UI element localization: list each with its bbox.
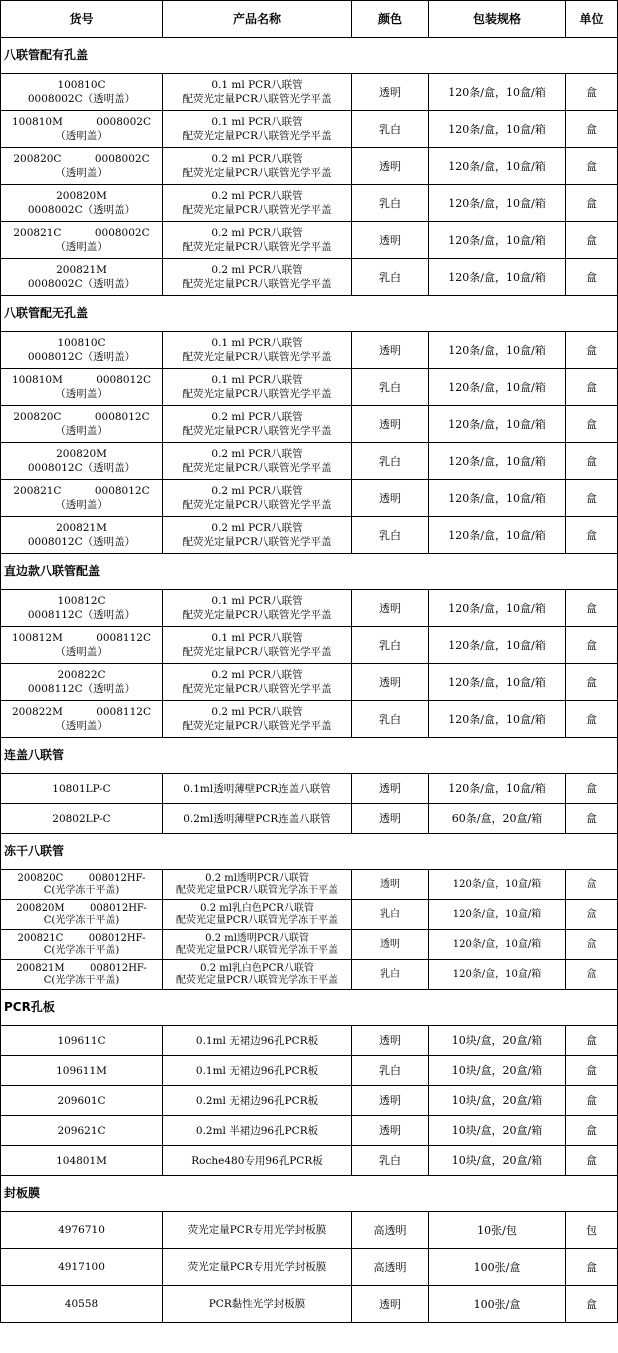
color-cell: 透明 [352,480,429,517]
code-cell: 209621C [1,1116,163,1146]
name-cell: 0.2 ml PCR八联管 配荧光定量PCR八联管光学平盖 [163,148,352,185]
table-row [1,960,618,990]
pack-cell: 120条/盒，10盒/箱 [429,701,566,738]
name-cell: 0.2ml 无裙边96孔PCR板 [163,1086,352,1116]
name-cell: 0.1 ml PCR八联管 配荧光定量PCR八联管光学平盖 [163,111,352,148]
table-row [1,332,618,369]
code-cell: 200821C 008012HF- C(光学冻干平盖) [1,930,163,960]
header-code: 货号 [1,1,163,38]
code-cell: 40558 [1,1286,163,1323]
color-cell: 透明 [352,774,429,804]
name-cell: 0.2 ml PCR八联管 配荧光定量PCR八联管光学平盖 [163,259,352,296]
unit-cell: 盒 [566,1146,618,1176]
pack-cell: 120条/盒，10盒/箱 [429,406,566,443]
code-cell: 100812C 0008112C（透明盖） [1,590,163,627]
section-title: 直边款八联管配盖 [1,554,618,590]
color-cell: 乳白 [352,1146,429,1176]
pack-cell: 100张/盒 [429,1249,566,1286]
pack-cell: 10块/盒，20盒/箱 [429,1116,566,1146]
unit-cell: 盒 [566,627,618,664]
unit-cell: 盒 [566,222,618,259]
unit-cell: 盒 [566,774,618,804]
name-cell: PCR黏性光学封板膜 [163,1286,352,1323]
unit-cell: 盒 [566,1026,618,1056]
name-cell: 0.1ml透明薄壁PCR连盖八联管 [163,774,352,804]
table-row [1,627,618,664]
unit-cell: 盒 [566,1086,618,1116]
code-cell: 109611M [1,1056,163,1086]
unit-cell: 盒 [566,185,618,222]
unit-cell: 盒 [566,148,618,185]
name-cell: 0.2 ml PCR八联管 配荧光定量PCR八联管光学平盖 [163,406,352,443]
code-cell: 200820C 0008002C （透明盖） [1,148,163,185]
color-cell: 乳白 [352,517,429,554]
unit-cell: 盒 [566,701,618,738]
table-row [1,664,618,701]
pack-cell: 120条/盒，10盒/箱 [429,480,566,517]
name-cell: 0.1 ml PCR八联管 配荧光定量PCR八联管光学平盖 [163,627,352,664]
unit-cell: 盒 [566,870,618,900]
name-cell: Roche480专用96孔PCR板 [163,1146,352,1176]
pack-cell: 120条/盒，10盒/箱 [429,664,566,701]
code-cell: 200820C 008012HF- C(光学冻干平盖) [1,870,163,900]
unit-cell: 盒 [566,590,618,627]
color-cell: 透明 [352,870,429,900]
code-cell: 100810C 0008002C（透明盖） [1,74,163,111]
color-cell: 乳白 [352,185,429,222]
pack-cell: 120条/盒，10盒/箱 [429,259,566,296]
section-row [1,738,618,774]
color-cell: 透明 [352,74,429,111]
header-row [1,1,618,38]
pack-cell: 10块/盒，20盒/箱 [429,1056,566,1086]
section-title: 八联管配无孔盖 [1,296,618,332]
pack-cell: 120条/盒，10盒/箱 [429,517,566,554]
unit-cell: 盒 [566,259,618,296]
unit-cell: 盒 [566,443,618,480]
pack-cell: 120条/盒，10盒/箱 [429,222,566,259]
unit-cell: 盒 [566,74,618,111]
unit-cell: 盒 [566,1286,618,1323]
name-cell: 0.2 ml乳白色PCR八联管 配荧光定量PCR八联管光学冻干平盖 [163,960,352,990]
code-cell: 200820M 0008002C（透明盖） [1,185,163,222]
unit-cell: 盒 [566,406,618,443]
name-cell: 0.1 ml PCR八联管 配荧光定量PCR八联管光学平盖 [163,74,352,111]
name-cell: 0.2 ml PCR八联管 配荧光定量PCR八联管光学平盖 [163,222,352,259]
name-cell: 0.1ml 无裙边96孔PCR板 [163,1056,352,1086]
pack-cell: 10块/盒，20盒/箱 [429,1146,566,1176]
unit-cell: 盒 [566,804,618,834]
color-cell: 乳白 [352,960,429,990]
code-cell: 100810M 0008012C （透明盖） [1,369,163,406]
code-cell: 200822M 0008112C （透明盖） [1,701,163,738]
table-body [1,38,618,1323]
color-cell: 透明 [352,1026,429,1056]
color-cell: 透明 [352,664,429,701]
table-row [1,870,618,900]
section-title: 八联管配有孔盖 [1,38,618,74]
unit-cell: 盒 [566,664,618,701]
section-title: 封板膜 [1,1176,618,1212]
table-row [1,1286,618,1323]
unit-cell: 盒 [566,930,618,960]
code-cell: 104801M [1,1146,163,1176]
table-row [1,148,618,185]
code-cell: 200820M 008012HF- C(光学冻干平盖) [1,900,163,930]
name-cell: 0.2ml透明薄壁PCR连盖八联管 [163,804,352,834]
pack-cell: 120条/盒，10盒/箱 [429,900,566,930]
name-cell: 0.2 ml PCR八联管 配荧光定量PCR八联管光学平盖 [163,185,352,222]
unit-cell: 盒 [566,900,618,930]
table-row [1,1026,618,1056]
pack-cell: 120条/盒，10盒/箱 [429,590,566,627]
code-cell: 200821M 0008002C（透明盖） [1,259,163,296]
pack-cell: 120条/盒，10盒/箱 [429,627,566,664]
name-cell: 0.2 ml PCR八联管 配荧光定量PCR八联管光学平盖 [163,480,352,517]
code-cell: 20802LP-C [1,804,163,834]
color-cell: 透明 [352,590,429,627]
color-cell: 乳白 [352,1056,429,1086]
name-cell: 0.1 ml PCR八联管 配荧光定量PCR八联管光学平盖 [163,332,352,369]
table-row [1,74,618,111]
table-row [1,590,618,627]
color-cell: 透明 [352,332,429,369]
table-row [1,259,618,296]
pack-cell: 100张/盒 [429,1286,566,1323]
pack-cell: 120条/盒，10盒/箱 [429,185,566,222]
color-cell: 乳白 [352,900,429,930]
section-row [1,38,618,74]
table-row [1,930,618,960]
name-cell: 0.1ml 无裙边96孔PCR板 [163,1026,352,1056]
code-cell: 10801LP-C [1,774,163,804]
pack-cell: 10块/盒，20盒/箱 [429,1086,566,1116]
color-cell: 透明 [352,1286,429,1323]
table-row [1,1146,618,1176]
code-cell: 4917100 [1,1249,163,1286]
table-row [1,1086,618,1116]
pack-cell: 10张/包 [429,1212,566,1249]
code-cell: 200821C 0008012C （透明盖） [1,480,163,517]
pack-cell: 120条/盒，10盒/箱 [429,443,566,480]
color-cell: 乳白 [352,443,429,480]
name-cell: 0.2 ml PCR八联管 配荧光定量PCR八联管光学平盖 [163,443,352,480]
code-cell: 209601C [1,1086,163,1116]
table-header [1,1,618,38]
color-cell: 透明 [352,406,429,443]
color-cell: 乳白 [352,627,429,664]
header-pack: 包装规格 [429,1,566,38]
table-row [1,443,618,480]
color-cell: 透明 [352,804,429,834]
unit-cell: 盒 [566,960,618,990]
code-cell: 200821M 008012HF- C(光学冻干平盖) [1,960,163,990]
pack-cell: 120条/盒，10盒/箱 [429,332,566,369]
color-cell: 高透明 [352,1212,429,1249]
section-row [1,834,618,870]
header-color: 颜色 [352,1,429,38]
header-name: 产品名称 [163,1,352,38]
unit-cell: 盒 [566,111,618,148]
table-row [1,1249,618,1286]
name-cell: 荧光定量PCR专用光学封板膜 [163,1212,352,1249]
name-cell: 0.2 ml PCR八联管 配荧光定量PCR八联管光学平盖 [163,664,352,701]
unit-cell: 盒 [566,517,618,554]
pack-cell: 120条/盒，10盒/箱 [429,870,566,900]
color-cell: 高透明 [352,1249,429,1286]
section-row [1,1176,618,1212]
name-cell: 0.2 ml透明PCR八联管 配荧光定量PCR八联管光学冻干平盖 [163,870,352,900]
code-cell: 200820C 0008012C （透明盖） [1,406,163,443]
color-cell: 乳白 [352,701,429,738]
color-cell: 乳白 [352,259,429,296]
color-cell: 透明 [352,930,429,960]
pack-cell: 10块/盒，20盒/箱 [429,1026,566,1056]
pack-cell: 120条/盒，10盒/箱 [429,369,566,406]
code-cell: 200821M 0008012C（透明盖） [1,517,163,554]
color-cell: 透明 [352,1086,429,1116]
table-row [1,1056,618,1086]
table-row [1,804,618,834]
code-cell: 100810C 0008012C（透明盖） [1,332,163,369]
code-cell: 4976710 [1,1212,163,1249]
table-row [1,517,618,554]
section-row [1,990,618,1026]
table-row [1,111,618,148]
pack-cell: 120条/盒，10盒/箱 [429,111,566,148]
unit-cell: 盒 [566,1056,618,1086]
name-cell: 荧光定量PCR专用光学封板膜 [163,1249,352,1286]
unit-cell: 盒 [566,480,618,517]
color-cell: 乳白 [352,369,429,406]
table-row [1,1116,618,1146]
unit-cell: 盒 [566,369,618,406]
name-cell: 0.2 ml乳白色PCR八联管 配荧光定量PCR八联管光学冻干平盖 [163,900,352,930]
color-cell: 透明 [352,222,429,259]
section-title: 冻干八联管 [1,834,618,870]
code-cell: 109611C [1,1026,163,1056]
unit-cell: 盒 [566,1249,618,1286]
pack-cell: 120条/盒，10盒/箱 [429,960,566,990]
code-cell: 200820M 0008012C（透明盖） [1,443,163,480]
section-title: 连盖八联管 [1,738,618,774]
section-row [1,554,618,590]
name-cell: 0.2ml 半裙边96孔PCR板 [163,1116,352,1146]
name-cell: 0.2 ml PCR八联管 配荧光定量PCR八联管光学平盖 [163,701,352,738]
pack-cell: 120条/盒，10盒/箱 [429,148,566,185]
table-row [1,480,618,517]
pack-cell: 60条/盒，20盒/箱 [429,804,566,834]
pack-cell: 120条/盒，10盒/箱 [429,74,566,111]
color-cell: 透明 [352,1116,429,1146]
name-cell: 0.1 ml PCR八联管 配荧光定量PCR八联管光学平盖 [163,590,352,627]
code-cell: 200822C 0008112C（透明盖） [1,664,163,701]
name-cell: 0.1 ml PCR八联管 配荧光定量PCR八联管光学平盖 [163,369,352,406]
table-row [1,701,618,738]
table-row [1,774,618,804]
table-row [1,222,618,259]
section-title: PCR孔板 [1,990,618,1026]
name-cell: 0.2 ml PCR八联管 配荧光定量PCR八联管光学平盖 [163,517,352,554]
header-unit: 单位 [566,1,618,38]
table-row [1,1212,618,1249]
code-cell: 100810M 0008002C （透明盖） [1,111,163,148]
pack-cell: 120条/盒，10盒/箱 [429,930,566,960]
color-cell: 透明 [352,148,429,185]
table-row [1,185,618,222]
code-cell: 100812M 0008112C （透明盖） [1,627,163,664]
unit-cell: 盒 [566,332,618,369]
name-cell: 0.2 ml透明PCR八联管 配荧光定量PCR八联管光学冻干平盖 [163,930,352,960]
code-cell: 200821C 0008002C （透明盖） [1,222,163,259]
section-row [1,296,618,332]
pack-cell: 120条/盒，10盒/箱 [429,774,566,804]
unit-cell: 盒 [566,1116,618,1146]
color-cell: 乳白 [352,111,429,148]
unit-cell: 包 [566,1212,618,1249]
table-row [1,369,618,406]
table-row [1,900,618,930]
table-row [1,406,618,443]
